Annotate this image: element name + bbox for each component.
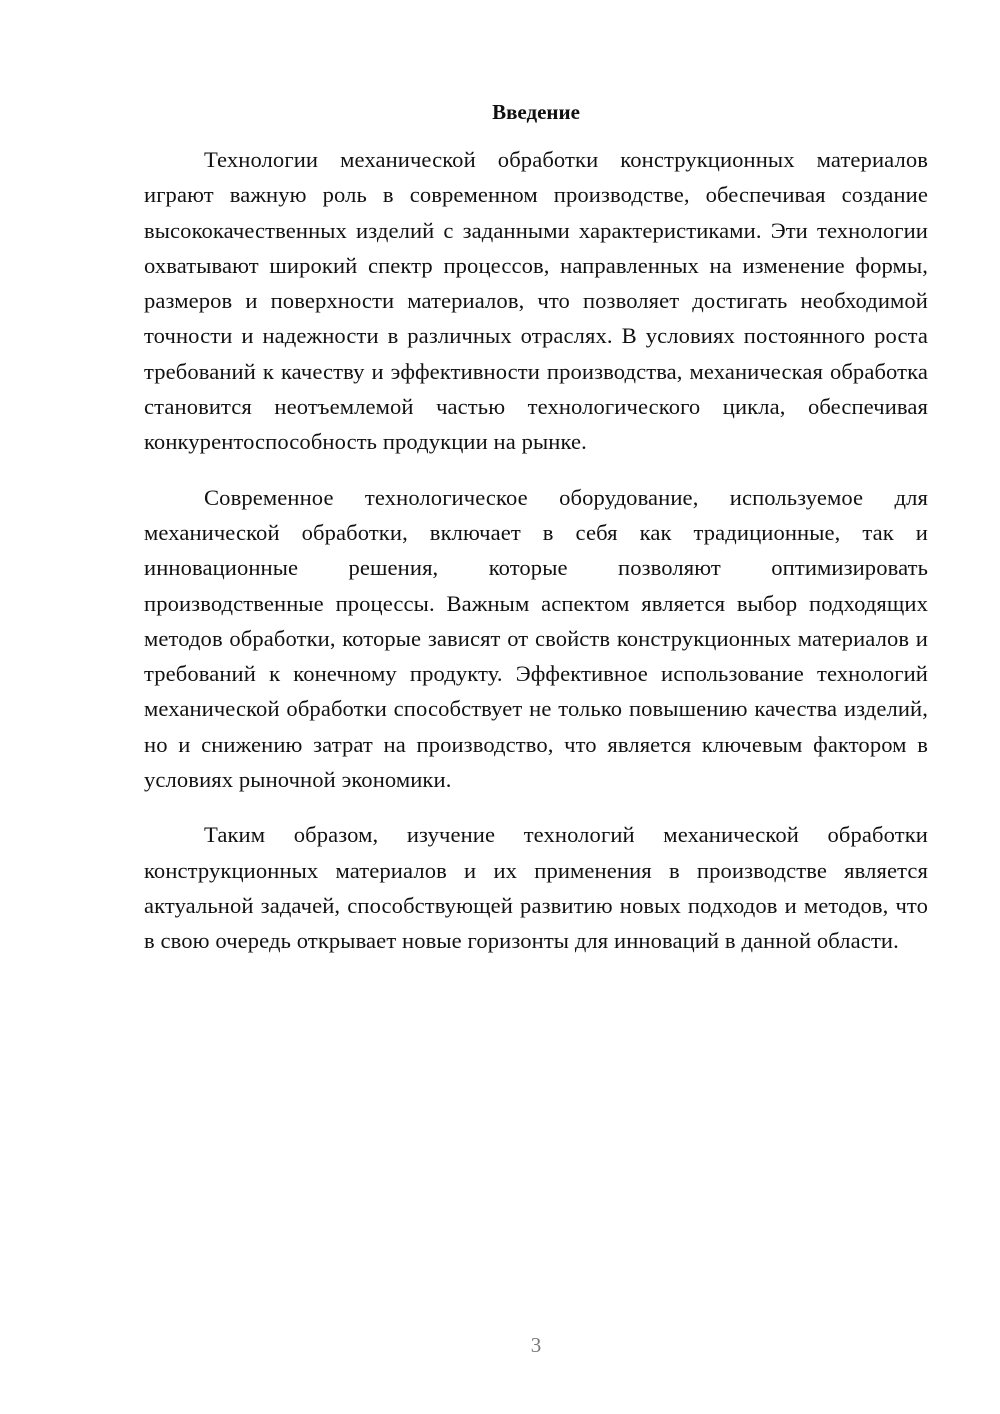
- paragraph-3: Таким образом, изучение технологий механической обработки конструкционных материалов и их применения в производстве является актуальной задачей, способствующей развитию новых подходов и методов, что в свою очередь открывает новые горизонты для инноваций в данной области.: [144, 822, 928, 954]
- page-number: 3: [530, 1333, 542, 1357]
- body-text: [144, 142, 928, 979]
- paragraph-2: Современное технологическое оборудование, используемое для механической обработки, включает в себя как традиционные, так и инновационные решения, которые позволяют оптимизировать производственные процессы. Важным аспектом является выбор подходящих методов обработки, которые зависят от свойств конструкционных материалов и требований к конечному продукту. Эффективное использование технологий механической обработки способствует не только повышению качества изделий, но и снижению затрат на производство, что является ключевым фактором в условиях рыночной экономики.: [144, 484, 928, 793]
- paragraph-1: Технологии механической обработки конструкционных материалов играют важную роль в современном производстве, обеспечивая создание высококачественных изделий с заданными характеристиками. Эти технологии охватывают широкий спектр процессов, направленных на изменение формы, размеров и поверхности материалов, что позволяет достигать необходимой точности и надежности в различных отраслях. В условиях постоянного роста требований к качеству и эффективности производства, механическая обработка становится неотъемлемой частью технологического цикла, обеспечивая конкурентоспособность продукции на рынке.: [144, 147, 928, 455]
- page-title: Введение: [492, 100, 580, 124]
